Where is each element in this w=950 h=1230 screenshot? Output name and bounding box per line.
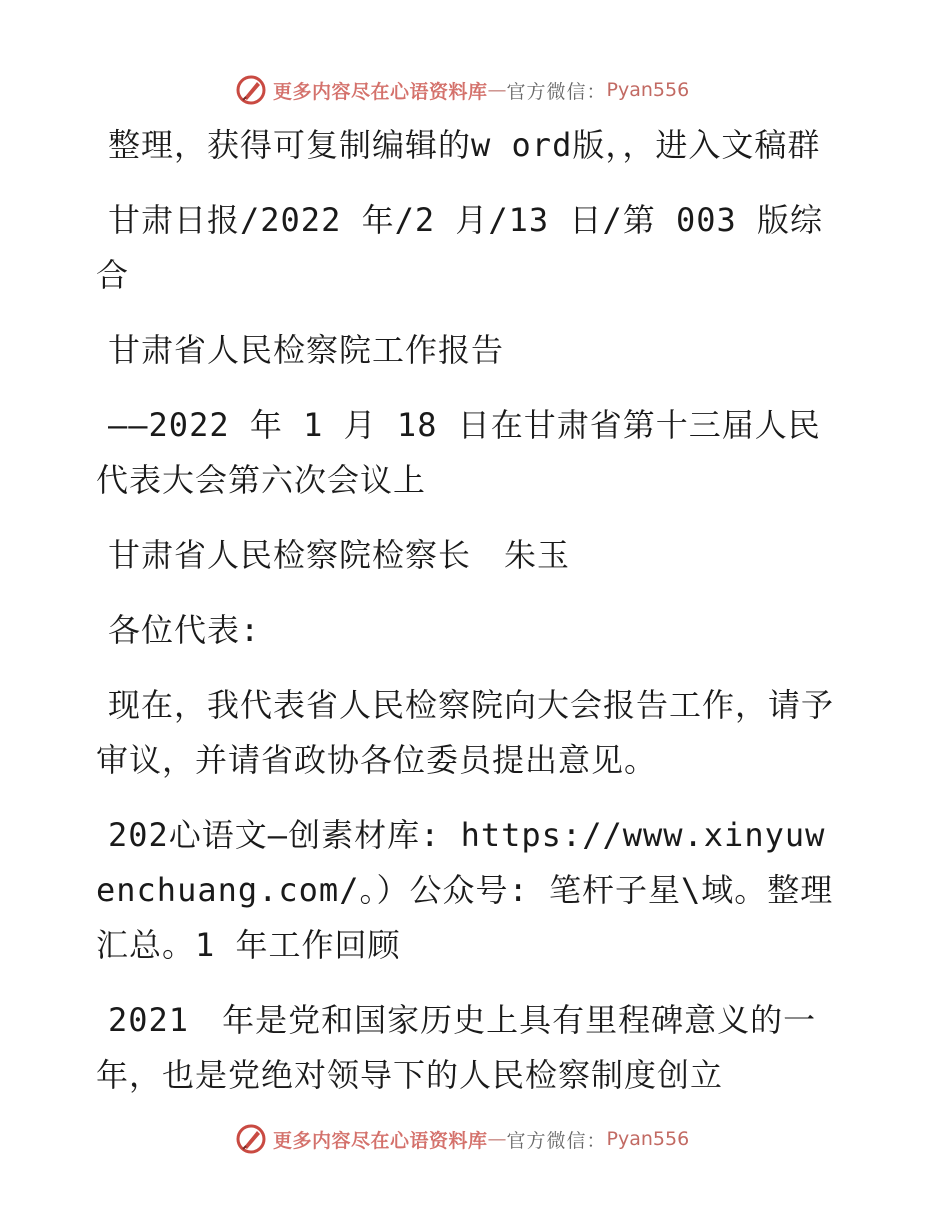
quill-circle-logo-icon bbox=[235, 74, 267, 106]
quill-circle-logo-icon bbox=[235, 1123, 267, 1155]
document-body bbox=[96, 118, 836, 1123]
banner-wechat-id: Pyan556 bbox=[606, 79, 690, 101]
banner-dash: — bbox=[487, 79, 507, 101]
paragraph: 2021 年是党和国家历史上具有里程碑意义的一年，也是党绝对领导下的人民检察制度创立 bbox=[96, 1001, 817, 1094]
banner-official-label: 官方微信： bbox=[506, 1129, 607, 1152]
banner-brand: 更多内容尽在心语资料库 bbox=[273, 80, 488, 103]
banner-dash: — bbox=[487, 1128, 507, 1150]
banner-wechat-id: Pyan556 bbox=[606, 1128, 690, 1150]
paragraph: 202心语文—创素材库: https://www.xinyuwenchuang.com/。）公众号: 笔杆子星\域。整理汇总。1 年工作回顾 bbox=[96, 816, 834, 964]
paragraph: 甘肃日报/2022 年/2 月/13 日/第 003 版综合 bbox=[96, 201, 824, 294]
paragraph: 现在，我代表省人民检察院向大会报告工作，请予审议，并请省政协各位委员提出意见。 bbox=[96, 686, 835, 779]
paragraph: 整理，获得可复制编辑的w ord版，，进入文稿群 bbox=[108, 126, 821, 164]
header-banner bbox=[235, 72, 715, 108]
banner-brand: 更多内容尽在心语资料库 bbox=[273, 1129, 488, 1152]
paragraph: 甘肃省人民检察院检察长 朱玉 bbox=[108, 536, 571, 574]
paragraph: 各位代表: bbox=[108, 611, 261, 649]
paragraph: 甘肃省人民检察院工作报告 bbox=[108, 331, 505, 369]
footer-banner bbox=[235, 1121, 715, 1157]
banner-official-label: 官方微信： bbox=[506, 80, 607, 103]
paragraph: ——2022 年 1 月 18 日在甘肃省第十三届人民代表大会第六次会议上 bbox=[96, 406, 821, 499]
